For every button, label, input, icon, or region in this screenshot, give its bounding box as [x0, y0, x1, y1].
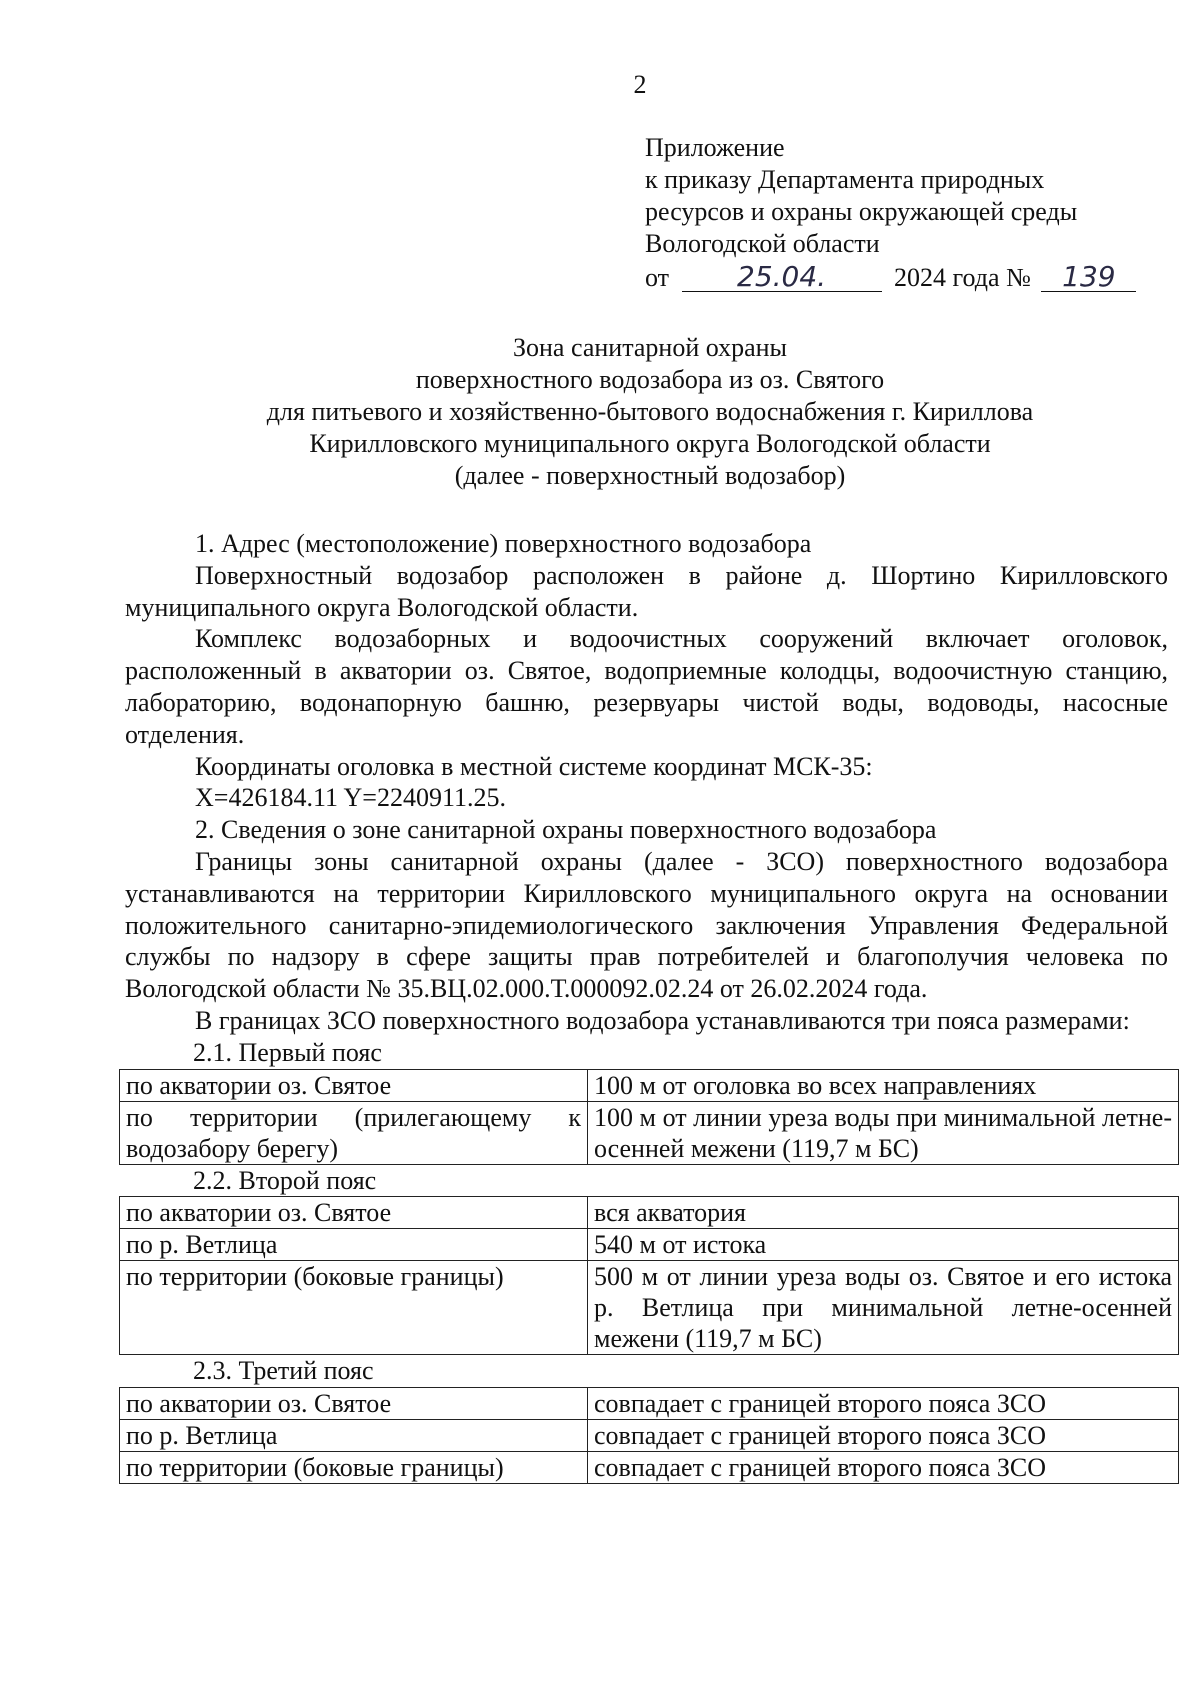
table-cell: по акватории оз. Святое — [120, 1388, 588, 1420]
paragraph: Координаты оголовка в местной системе координат МСК-35: — [195, 751, 873, 781]
section-1-heading: 1. Адрес (местоположение) поверхностного водозабора — [195, 529, 812, 558]
table-cell: по территории (боковые границы) — [120, 1261, 588, 1355]
paragraph: Границы зоны санитарной охраны (далее - ЗСО) поверхностного водозабора устанавливаются на территории Кирилловского муниципального округа на основании положительного санитарно-эпидемиологического заключения Управления Федеральной службы по надзору в сфере защиты прав потребителей и благополучия человека по Вологодской области № 35.ВЦ.02.000.Т.000092.02.24 от 26.02.2024 года. — [125, 846, 1168, 1004]
document-title — [120, 332, 1180, 492]
table-cell: по территории (боковые границы) — [120, 1452, 588, 1484]
table-cell: совпадает с границей второго пояса ЗСО — [588, 1388, 1179, 1420]
table-cell: по акватории оз. Святое — [120, 1069, 588, 1101]
appendix-date-line — [645, 262, 1185, 294]
title-line: поверхностного водозабора из оз. Святого — [415, 365, 885, 394]
title-line: Зона санитарной охраны — [512, 333, 788, 362]
table-cell: совпадает с границей второго пояса ЗСО — [588, 1420, 1179, 1452]
section-2-heading: 2. Сведения о зоне санитарной охраны поверхностного водозабора — [195, 815, 937, 845]
handwritten-date: 25.04. — [682, 263, 882, 292]
table-cell: по территории (прилегающему к водозабору берегу) — [120, 1101, 588, 1164]
table-cell: по р. Ветлица — [120, 1229, 588, 1261]
paragraph: В границах ЗСО поверхностного водозабора устанавливаются три пояса размерами: — [195, 1005, 1130, 1035]
belt-3-table — [119, 1387, 1179, 1484]
title-line: (далее - поверхностный водозабор) — [454, 461, 846, 490]
document-body — [125, 528, 1172, 1484]
from-label: от — [645, 263, 670, 292]
table-cell: по р. Ветлица — [120, 1420, 588, 1452]
appendix-line: ресурсов и охраны окружающей среды — [645, 197, 1078, 226]
table-cell: 500 м от линии уреза воды оз. Святое и его истока р. Ветлица при минимальной летне-осенней межени (119,7 м БС) — [588, 1261, 1179, 1355]
table-cell: вся акватория — [588, 1197, 1179, 1229]
table-cell: совпадает с границей второго пояса ЗСО — [588, 1452, 1179, 1484]
table-row — [120, 1452, 1179, 1484]
appendix-line: Приложение — [645, 133, 785, 162]
table-row — [120, 1388, 1179, 1420]
table-row — [120, 1197, 1179, 1229]
table-row — [120, 1229, 1179, 1261]
belt-3-heading: 2.3. Третий пояс — [193, 1356, 374, 1386]
appendix-line: к приказу Департамента природных — [645, 165, 1045, 194]
table-row — [120, 1261, 1179, 1355]
belt-2-heading: 2.2. Второй пояс — [193, 1165, 377, 1195]
paragraph: Поверхностный водозабор расположен в районе д. Шортино Кирилловского муниципального округа Вологодской области. — [125, 560, 1168, 622]
appendix-line: Вологодской области — [645, 229, 880, 258]
coordinates: X=426184.11 Y=2240911.25. — [195, 783, 506, 813]
page-number: 2 — [633, 70, 647, 99]
table-row — [120, 1420, 1179, 1452]
table-cell: по акватории оз. Святое — [120, 1197, 588, 1229]
year-number-label: 2024 года № — [894, 263, 1031, 292]
handwritten-order-number: 139 — [1041, 263, 1136, 292]
table-cell: 540 м от истока — [588, 1229, 1179, 1261]
title-line: Кирилловского муниципального округа Вологодской области — [309, 429, 991, 458]
belt-2-table — [119, 1196, 1179, 1355]
table-row — [120, 1101, 1179, 1164]
belt-1-heading: 2.1. Первый пояс — [193, 1037, 382, 1067]
title-line: для питьевого и хозяйственно-бытового водоснабжения г. Кириллова — [266, 397, 1034, 426]
table-cell: 100 м от оголовка во всех направлениях — [588, 1069, 1179, 1101]
paragraph: Комплекс водозаборных и водоочистных сооружений включает оголовок, расположенный в акватории оз. Святое, водоприемные колодцы, водоочистную станцию, лабораторию, водонапорную башню, резервуары чистой воды, водоводы, насосные отделения. — [125, 624, 1168, 749]
appendix-block — [645, 132, 1185, 294]
table-cell: 100 м от линии уреза воды при минимальной летне-осенней межени (119,7 м БС) — [588, 1101, 1179, 1164]
belt-1-table — [119, 1069, 1179, 1165]
table-row — [120, 1069, 1179, 1101]
